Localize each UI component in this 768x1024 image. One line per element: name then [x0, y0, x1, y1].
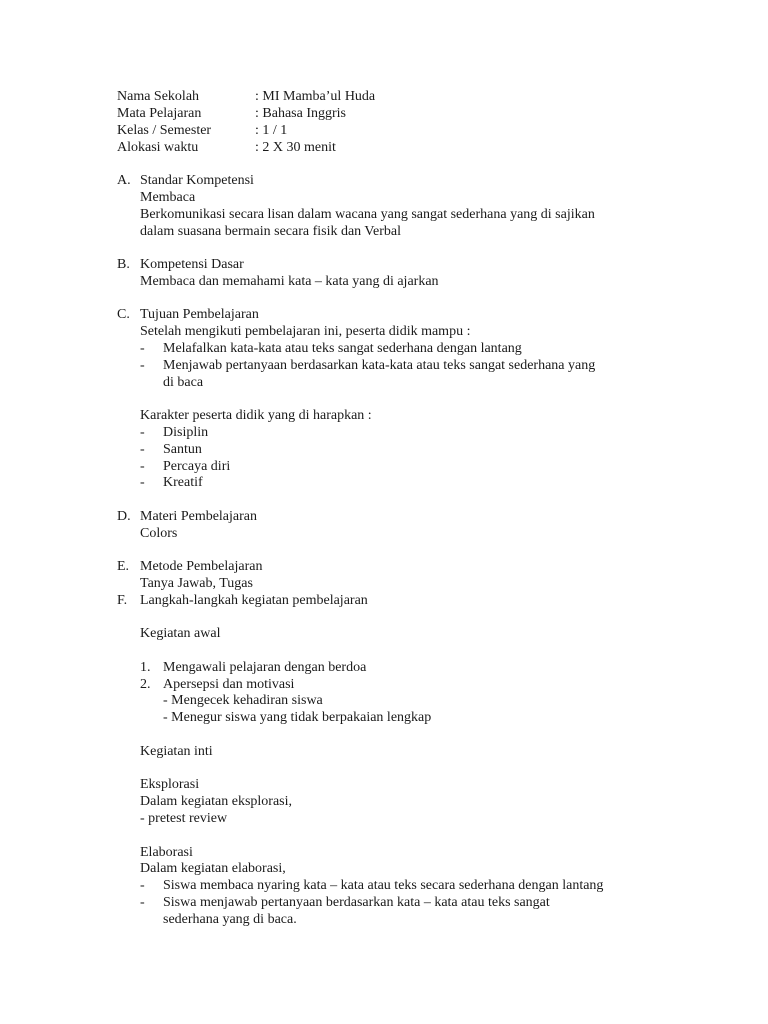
- objective-item-continuation: di baca: [163, 375, 204, 390]
- section-b-text: Membaca dan memahami kata – kata yang di ajarkan: [140, 274, 439, 289]
- elaboration-heading: Elaborasi: [140, 845, 193, 860]
- section-e-text: Tanya Jawab, Tugas: [140, 576, 253, 591]
- school-name-value: : MI Mamba’ul Huda: [255, 89, 376, 104]
- subject-value: : Bahasa Inggris: [255, 106, 346, 121]
- elaboration-text: Dalam kegiatan elaborasi,: [140, 861, 286, 876]
- step-number: 1.: [140, 660, 151, 675]
- bullet-dash: -: [140, 442, 145, 457]
- step-text: Mengawali pelajaran dengan berdoa: [163, 660, 367, 675]
- character-item: Santun: [163, 442, 202, 457]
- section-c-intro: Setelah mengikuti pembelajaran ini, peserta didik mampu :: [140, 324, 471, 339]
- section-e-title: Metode Pembelajaran: [140, 559, 263, 574]
- elaboration-item: Siswa membaca nyaring kata – kata atau teks secara sederhana dengan lantang: [163, 878, 604, 893]
- section-d-letter: D.: [117, 509, 131, 524]
- objective-item: Melafalkan kata-kata atau teks sangat sederhana dengan lantang: [163, 341, 522, 356]
- section-a-subtitle: Membaca: [140, 190, 196, 205]
- bullet-dash: -: [140, 895, 145, 910]
- section-a-title: Standar Kompetensi: [140, 173, 254, 188]
- core-activity-heading: Kegiatan inti: [140, 744, 213, 759]
- section-a-letter: A.: [117, 173, 131, 188]
- sub-step: - Menegur siswa yang tidak berpakaian lengkap: [163, 710, 432, 725]
- exploration-heading: Eksplorasi: [140, 777, 200, 792]
- character-intro: Karakter peserta didik yang di harapkan :: [140, 408, 372, 423]
- step-text: Apersepsi dan motivasi: [163, 677, 295, 692]
- bullet-dash: -: [140, 341, 145, 356]
- section-b-title: Kompetensi Dasar: [140, 257, 244, 272]
- bullet-dash: -: [140, 459, 145, 474]
- section-c-title: Tujuan Pembelajaran: [140, 307, 259, 322]
- exploration-text: Dalam kegiatan eksplorasi,: [140, 794, 293, 809]
- class-semester-label: Kelas / Semester: [117, 123, 212, 138]
- section-f-letter: F.: [117, 593, 128, 608]
- objective-item: Menjawab pertanyaan berdasarkan kata-kata atau teks sangat sederhana yang: [163, 358, 596, 373]
- sub-step: - Mengecek kehadiran siswa: [163, 693, 323, 708]
- section-d-title: Materi Pembelajaran: [140, 509, 258, 524]
- section-c-letter: C.: [117, 307, 130, 322]
- elaboration-item-continuation: sederhana yang di baca.: [163, 912, 297, 927]
- character-item: Disiplin: [163, 425, 209, 440]
- section-f-title: Langkah-langkah kegiatan pembelajaran: [140, 593, 368, 608]
- bullet-dash: -: [140, 475, 145, 490]
- time-allocation-label: Alokasi waktu: [117, 140, 199, 155]
- class-semester-value: : 1 / 1: [255, 123, 288, 138]
- bullet-dash: -: [140, 878, 145, 893]
- section-e-letter: E.: [117, 559, 130, 574]
- step-number: 2.: [140, 677, 151, 692]
- school-name-label: Nama Sekolah: [117, 89, 200, 104]
- elaboration-item: Siswa menjawab pertanyaan berdasarkan kata – kata atau teks sangat: [163, 895, 550, 910]
- time-allocation-value: : 2 X 30 menit: [255, 140, 336, 155]
- section-b-letter: B.: [117, 257, 130, 272]
- bullet-dash: -: [140, 358, 145, 373]
- opening-activity-heading: Kegiatan awal: [140, 626, 221, 641]
- subject-label: Mata Pelajaran: [117, 106, 202, 121]
- section-a-text-line1: Berkomunikasi secara lisan dalam wacana yang sangat sederhana yang di sajikan: [140, 207, 595, 222]
- character-item: Kreatif: [163, 475, 203, 490]
- section-a-text-line2: dalam suasana bermain secara fisik dan Verbal: [140, 224, 401, 239]
- character-item: Percaya diri: [163, 459, 231, 474]
- section-d-text: Colors: [140, 526, 178, 541]
- bullet-dash: -: [140, 425, 145, 440]
- exploration-item: - pretest review: [140, 811, 228, 826]
